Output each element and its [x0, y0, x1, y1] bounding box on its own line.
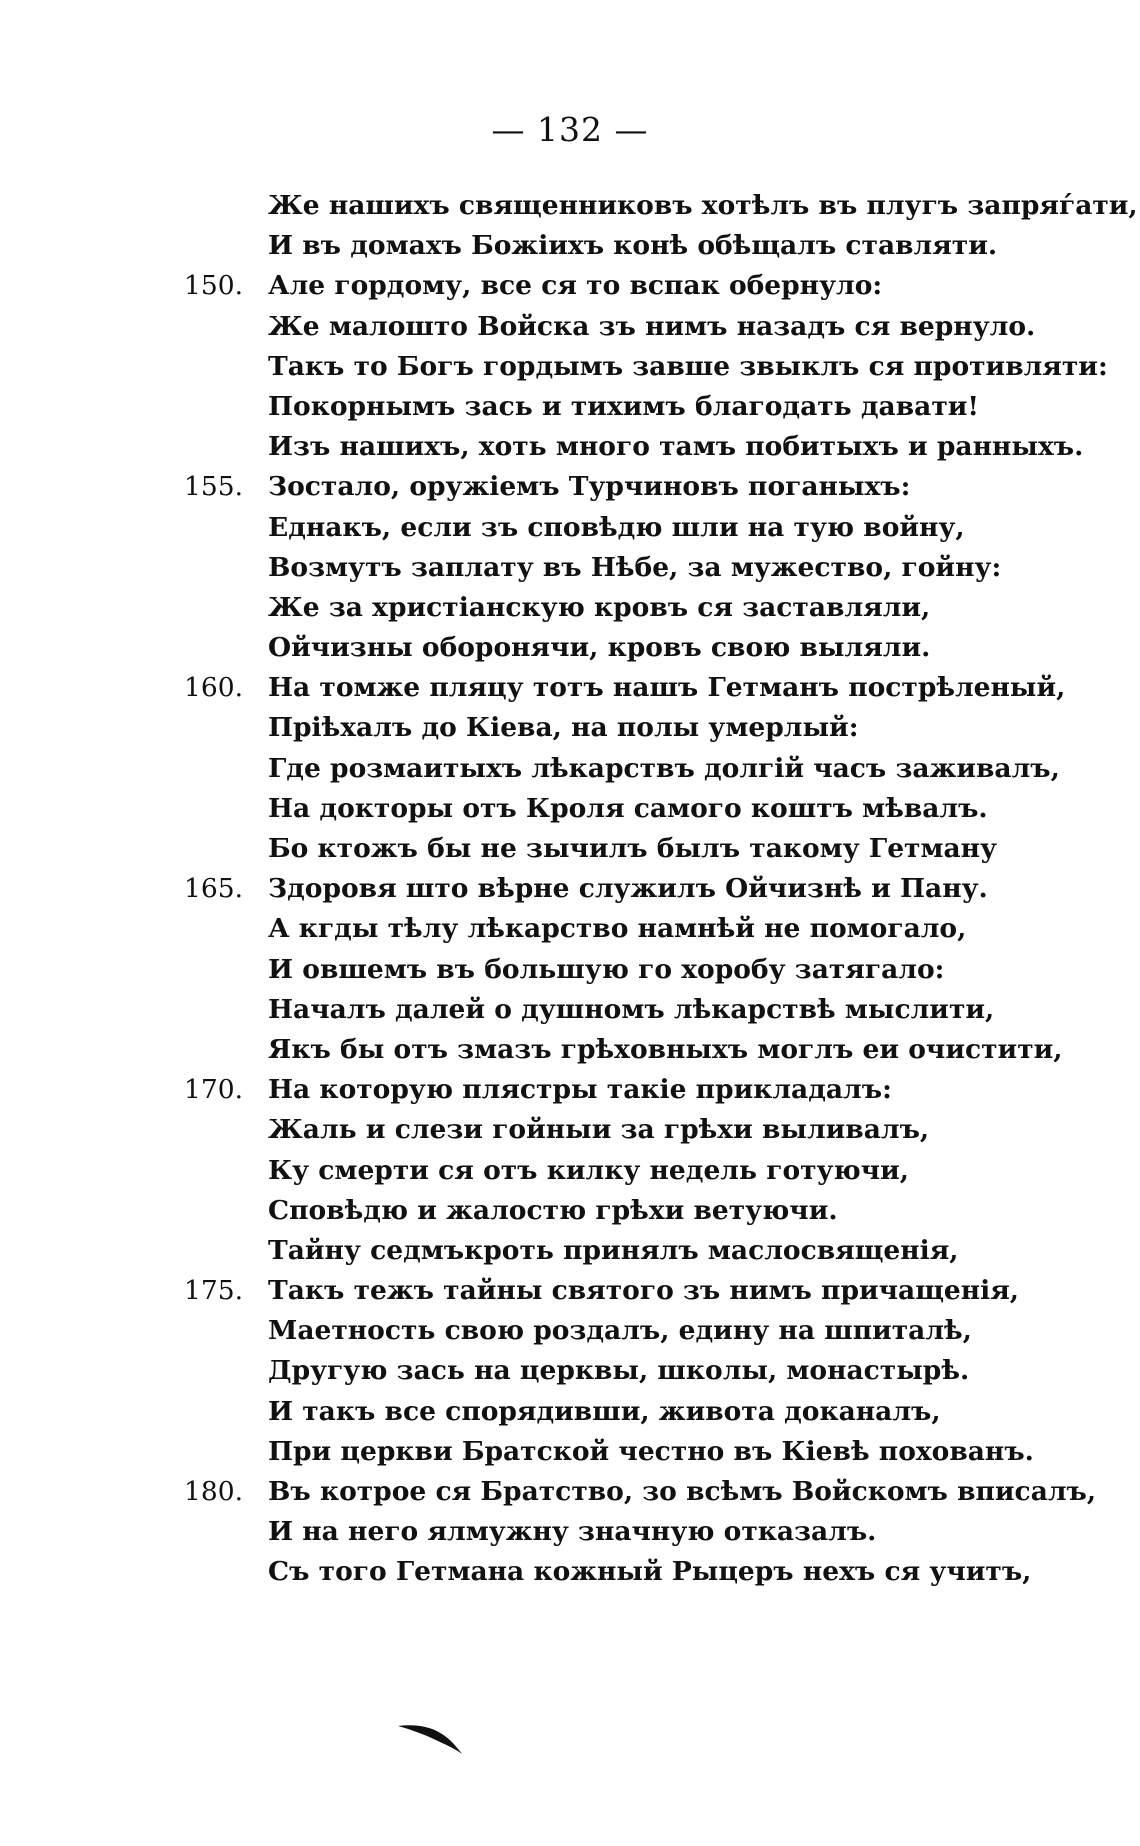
verse-line	[184, 1191, 1084, 1231]
verse-text: Ойчизны оборонячи, кровъ свою выляли.	[268, 632, 931, 664]
poem-text	[184, 186, 1138, 1593]
verse-text: Маетность свою роздалъ, едину на шпиталѣ,	[268, 1315, 972, 1347]
verse-line	[184, 789, 1084, 829]
verse-text: Же за христіанскую кровъ ся заставляли,	[268, 591, 931, 623]
verse-text: Жаль и слези гойныи за грѣхи выливалъ,	[268, 1114, 930, 1146]
verse-text: При церкви Братской честно въ Кіевѣ похованъ.	[268, 1435, 1034, 1467]
verse-text: Покорнымъ зась и тихимъ благодать давати!	[268, 390, 980, 422]
verse-text: Где розмаитыхъ лѣкарствъ долгій часъ заживалъ,	[268, 752, 1060, 784]
verse-number: 160.	[184, 672, 244, 704]
verse-line	[184, 909, 1084, 949]
verse-line	[184, 1311, 1084, 1351]
verse-line	[184, 1151, 1084, 1191]
verse-line	[184, 1351, 1084, 1391]
verse-number: 170.	[184, 1074, 244, 1106]
verse-text: Тайну седмъкроть принялъ маслосвященія,	[268, 1234, 959, 1266]
verse-line	[184, 1432, 1084, 1472]
verse-line	[184, 588, 1084, 628]
verse-line	[184, 1271, 1084, 1311]
verse-text: Сповѣдю и жалостю грѣхи ветуючи.	[268, 1194, 838, 1226]
verse-text: На томже пляцу тотъ нашъ Гетманъ пострѣленый,	[268, 672, 1066, 704]
quill-ornament-icon	[396, 1718, 466, 1758]
verse-line	[184, 829, 1084, 869]
verse-line	[184, 749, 1084, 789]
verse-number: 175.	[184, 1275, 244, 1307]
verse-line	[184, 226, 1084, 266]
verse-line	[184, 708, 1084, 748]
verse-line	[184, 1231, 1084, 1271]
verse-text: Началъ далей о душномъ лѣкарствѣ мыслити,	[268, 993, 995, 1025]
verse-text: Съ того Гетмана кожный Рыцеръ нехъ ся учитъ,	[268, 1556, 1032, 1588]
verse-text: И на него ялмужну значную отказалъ.	[268, 1516, 877, 1548]
verse-line	[184, 1030, 1084, 1070]
verse-line	[184, 1070, 1084, 1110]
verse-line	[184, 387, 1084, 427]
verse-text: Але гордому, все ся то вспак обернуло:	[268, 270, 883, 302]
verse-text: А кгды тѣлу лѣкарство намнѣй не помогало,	[268, 913, 967, 945]
verse-number: 150.	[184, 270, 244, 302]
verse-text: Зостало, оружіемъ Турчиновъ поганыхъ:	[268, 471, 911, 503]
verse-text: Бо ктожъ бы не зычилъ былъ такому Гетману	[268, 833, 998, 864]
verse-line	[184, 950, 1084, 990]
verse-text: Такъ тежъ тайны святого зъ нимъ причащенія,	[268, 1275, 1020, 1307]
verse-line	[184, 668, 1084, 708]
verse-number: 165.	[184, 873, 244, 905]
verse-text: Другую зась на церквы, школы, монастырѣ.	[268, 1355, 970, 1387]
verse-text: Якъ бы отъ змазъ грѣховныхъ моглъ еи очистити,	[268, 1033, 1063, 1065]
verse-text: Же малошто Войска зъ нимъ назадъ ся вернуло.	[268, 310, 1036, 342]
verse-line	[184, 548, 1084, 588]
verse-number: 180.	[184, 1476, 244, 1507]
verse-number: 155.	[184, 471, 244, 503]
verse-text: Возмутъ заплату въ Нѣбе, за мужество, гойну:	[268, 551, 1002, 583]
verse-line	[184, 427, 1084, 467]
verse-text: Же нашихъ священниковъ хотѣлъ въ плугъ запряѓати,	[268, 190, 1138, 221]
verse-line	[184, 1552, 1084, 1592]
verse-text: Пріѣхалъ до Кіева, на полы умерлый:	[268, 712, 859, 744]
verse-line	[184, 990, 1084, 1030]
verse-line	[184, 508, 1084, 548]
verse-text: На докторы отъ Кроля самого коштъ мѣвалъ.	[268, 792, 988, 824]
verse-line	[184, 307, 1084, 347]
verse-line	[184, 467, 1084, 507]
page-number: — 132 —	[491, 110, 649, 149]
verse-text: Еднакъ, если зъ сповѣдю шли на тую войну,	[268, 511, 965, 543]
verse-text: Въ котрое ся Братство, зо всѣмъ Войскомъ вписалъ,	[268, 1476, 1097, 1507]
verse-text: Здоровя што вѣрне служилъ Ойчизнѣ и Пану.	[268, 873, 988, 905]
verse-line	[184, 266, 1084, 306]
verse-line	[184, 186, 1138, 226]
verse-text: И овшемъ въ большую го хоробу затягало:	[268, 953, 945, 985]
verse-line	[184, 1472, 1097, 1512]
verse-line	[184, 1392, 1084, 1432]
verse-text: Такъ то Богъ гордымъ завше звыклъ ся противляти:	[268, 350, 1108, 382]
verse-line	[184, 1512, 1084, 1552]
verse-line	[184, 347, 1108, 387]
verse-text: И такъ все спорядивши, живота доканалъ,	[268, 1395, 941, 1427]
verse-text: Изъ нашихъ, хоть много тамъ побитыхъ и ранныхъ.	[268, 431, 1084, 463]
verse-text: И въ домахъ Божіихъ конѣ обѣщалъ ставляти.	[268, 230, 998, 262]
verse-text: На которую плястры такіе прикладалъ:	[268, 1074, 892, 1106]
verse-line	[184, 1110, 1084, 1150]
verse-line	[184, 628, 1084, 668]
verse-line	[184, 869, 1084, 909]
verse-text: Ку смерти ся отъ килку недель готуючи,	[268, 1154, 909, 1186]
